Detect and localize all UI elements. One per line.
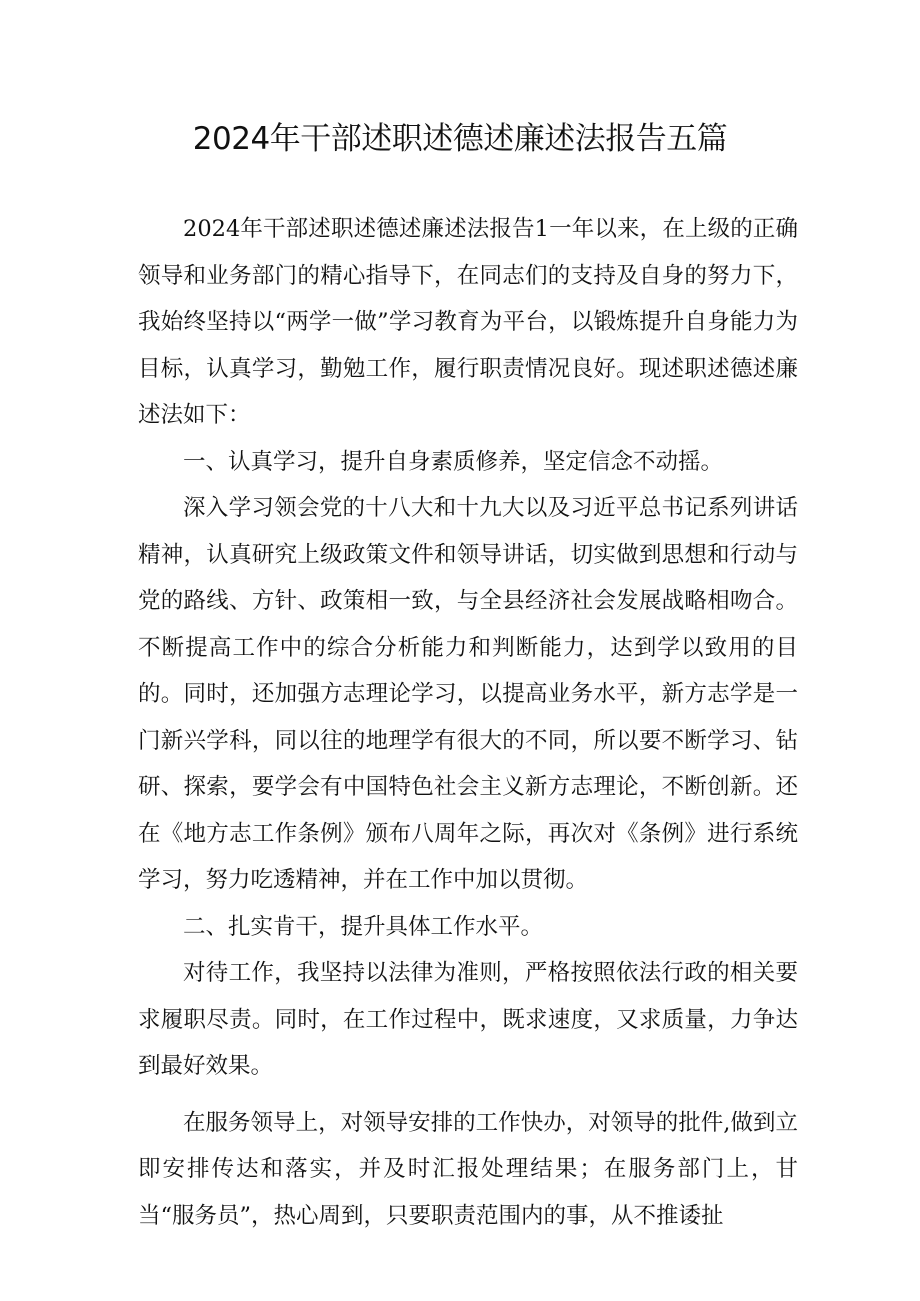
paragraph-service: 在服务领导上，对领导安排的工作快办，对领导的批件,做到立即安排传达和落实，并及时汇报处理结果；在服务部门上，甘当“服务员”，热心周到，只要职责范围内的事，从不推诿扯: [138, 1109, 798, 1229]
document-body: [138, 206, 798, 1239]
section-heading-2: 二、扎实肯干，提升具体工作水平。: [183, 913, 544, 940]
document-title: 2024年干部述职述德述廉述法报告五篇: [192, 121, 728, 157]
paragraph-study: 深入学习领会党的十八大和十九大以及习近平总书记系列讲话精神，认真研究上级政策文件和领导讲话，切实做到思想和行动与党的路线、方针、政策相一致，与全县经济社会发展战略相吻合。不断提高工作中的综合分析能力和判断能力，达到学以致用的目的。同时，还加强方志理论学习，以提高业务水平，新方志学是一门新兴学科，同以往的地理学有很大的不同，所以要不断学习、钻研、探索，要学会有中国特色社会主义新方志理论，不断创新。还在《地方志工作条例》颁布八周年之际，再次对《条例》进行系统学习，努力吃透精神，并在工作中加以贯彻。: [138, 495, 798, 893]
paragraph-intro: 2024年干部述职述德述廉述法报告1一年以来，在上级的正确领导和业务部门的精心指导下，在同志们的支持及自身的努力下，我始终坚持以“两学一做”学习教育为平台，以锻炼提升自身能力为目标，认真学习，勤勉工作，履行职责情况良好。现述职述德述廉述法如下：: [138, 216, 798, 428]
paragraph-work-attitude: 对待工作，我坚持以法律为准则，严格按照依法行政的相关要求履职尽责。同时，在工作过程中，既求速度，又求质量，力争达到最好效果。: [138, 960, 798, 1079]
section-heading-1: 一、认真学习，提升自身素质修养，坚定信念不动摇。: [183, 448, 724, 475]
